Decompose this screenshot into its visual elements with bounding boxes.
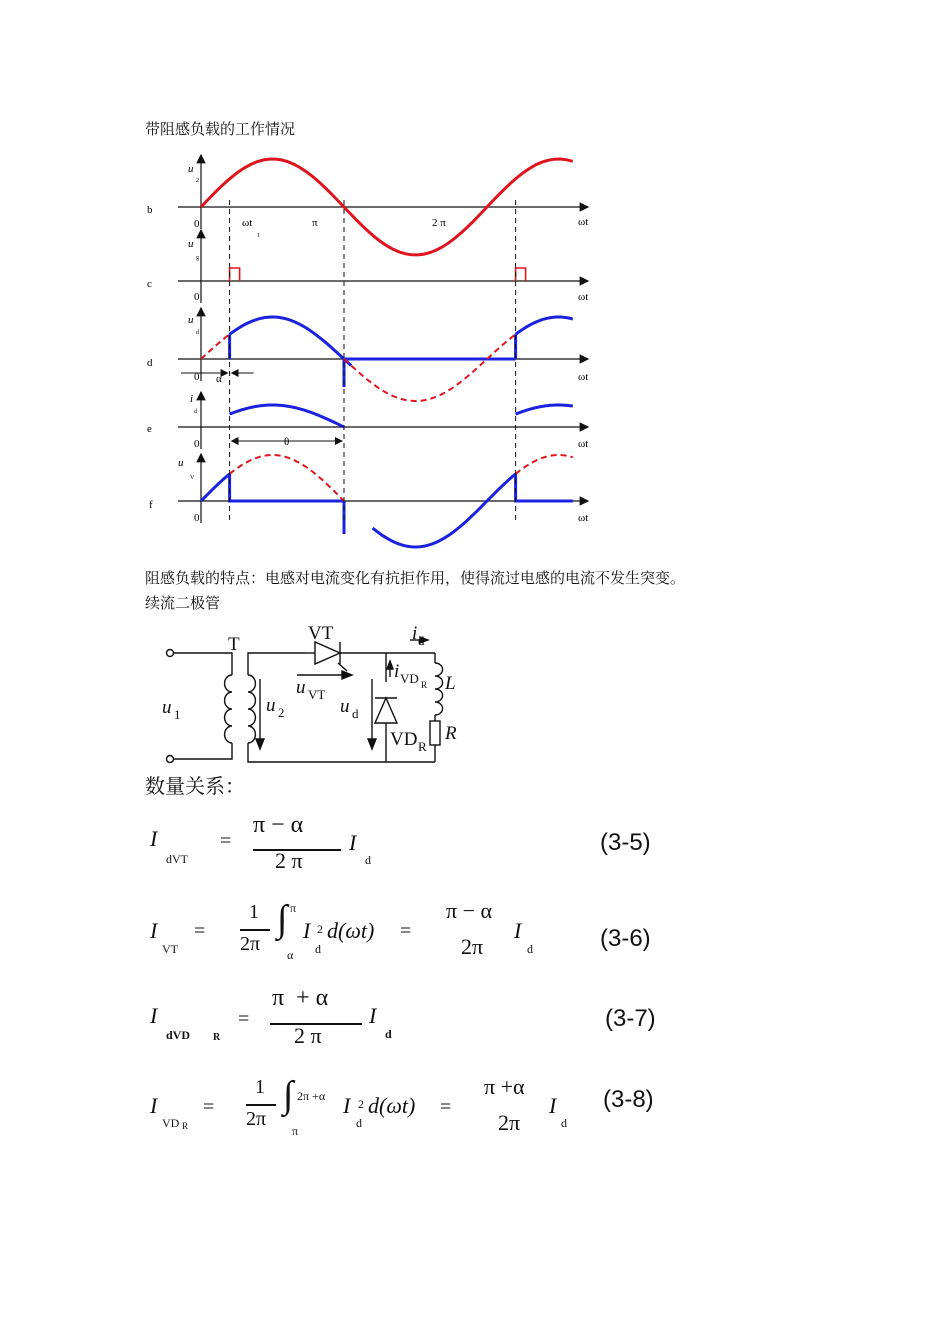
inductor-L (435, 663, 443, 715)
eq3-lhs-sub: dVD (166, 1028, 191, 1042)
uvt-label-sub: VT (308, 687, 326, 702)
secondary-winding (248, 675, 255, 743)
resistor-label: R (445, 723, 457, 744)
eq3-number: (3-7) (605, 1005, 656, 1032)
uv-flat-1 (230, 474, 344, 501)
eq2-coef-bar (240, 929, 270, 931)
eq4-int-lower: π (292, 1124, 299, 1138)
ud-dashed-mid (344, 334, 516, 401)
eq2-int-upper: π (290, 901, 297, 915)
eq4-lhs: I (150, 1093, 158, 1118)
ivdr-label-sub: VD (400, 671, 419, 686)
waveform-labels (147, 163, 588, 524)
x-label-b: ωt (578, 216, 589, 228)
eq1-equals: = (220, 830, 232, 852)
eq1-denominator: 2 π (275, 848, 303, 873)
eq2-coef-num: 1 (249, 901, 259, 923)
eq3-factor-sub: d (385, 1027, 392, 1041)
uv-dashed-1 (230, 455, 344, 501)
eq4-integrand: I (343, 1093, 351, 1118)
eq2-equals: = (194, 920, 206, 942)
eq4-coef-den: 2π (246, 1108, 267, 1130)
primary-winding (225, 675, 232, 743)
eq2-int-lower: α (287, 948, 294, 962)
eq4-number: (3-8) (603, 1086, 654, 1113)
origin-b: 0 (194, 218, 200, 230)
eq4-equals: = (203, 1096, 215, 1118)
eq3-equals: = (238, 1008, 250, 1030)
ud-conduct-1 (230, 317, 352, 366)
y-label-ug: u (188, 238, 194, 250)
ud-label-sub: d (352, 706, 359, 721)
alpha-label: α (216, 373, 222, 385)
row-label-d: d (147, 357, 153, 369)
eq2-coef-den: 2π (240, 933, 261, 955)
wt1-label-sub: 1 (257, 233, 260, 239)
y-label-id: i (190, 393, 194, 405)
x-label-f: ωt (578, 512, 589, 524)
waveform-curves (181, 159, 573, 547)
transformer-label: T (228, 634, 240, 655)
two-pi-label: 2 π (432, 217, 446, 229)
row-label-c: c (147, 278, 152, 290)
eq4-equals-2: = (440, 1096, 452, 1118)
x-label-e: ωt (578, 438, 589, 450)
eq1-factor: I (349, 830, 357, 855)
eq4-factor-sub: d (561, 1116, 567, 1130)
eq4-coef-bar (246, 1104, 276, 1106)
theta-label: θ (284, 436, 290, 448)
eq1-number: (3-5) (600, 829, 651, 856)
origin-d: 0 (194, 371, 200, 383)
y-label-uv-sub: V (190, 475, 195, 481)
ud-conduct-2 (516, 317, 573, 334)
eq2-denominator: 2π (461, 934, 484, 959)
origin-e: 0 (194, 438, 200, 450)
y-label-ud: u (188, 314, 194, 326)
id-pulse-1 (230, 405, 344, 427)
u2-label: u (266, 695, 276, 716)
ud-freewheel (344, 359, 516, 387)
eq2-number: (3-6) (600, 925, 651, 952)
eq2-factor: I (514, 918, 522, 943)
ud-dashed-start (201, 334, 230, 359)
uv-flat-2 (516, 474, 573, 501)
origin-c: 0 (194, 291, 200, 303)
eq1-lhs: I (150, 826, 158, 851)
eq4-numerator: π +α (484, 1074, 525, 1099)
ivdr-label-subsub: R (421, 680, 428, 690)
vdr-label: VD (390, 729, 418, 750)
eq4-integral-sign: ∫ (283, 1074, 294, 1116)
eq2-numerator: π − α (446, 898, 493, 923)
eq2-integrand-sub: d (315, 942, 321, 956)
freewheeling-diode-body (375, 698, 397, 723)
thyristor-label: VT (308, 623, 334, 644)
eq4-integrand-sub: d (356, 1116, 362, 1130)
feature-text: 阻感负载的特点：电感对电流变化有抗拒作用，使得流过电感的电流不发生突变。 (145, 569, 686, 587)
eq2-factor-sub: d (527, 942, 533, 956)
eq4-int-upper: 2π +α (297, 1089, 326, 1103)
eq3-numerator: π + α (272, 985, 329, 1011)
eq3-lhs: I (150, 1003, 158, 1028)
gate-pulse-0 (230, 268, 240, 281)
origin-f: 0 (194, 512, 200, 524)
quantity-title: 数量关系： (145, 774, 245, 798)
eq2-power: 2 (317, 922, 323, 936)
id-label: i (412, 623, 418, 644)
eq4-power: 2 (358, 1097, 364, 1111)
eq2-lhs-sub: VT (162, 942, 178, 956)
uv-rise (201, 474, 230, 501)
u2-label-sub: 2 (278, 705, 285, 720)
resistor-R (430, 721, 440, 745)
thyristor-gate (338, 663, 347, 671)
id-pulse-2 (516, 405, 573, 414)
waveform-axes (178, 155, 588, 523)
input-terminal-bottom (167, 756, 174, 763)
eq3-lhs-subsub: R (213, 1032, 221, 1043)
eq1-lhs-sub: dVT (166, 852, 188, 866)
eq1-numerator: π − α (253, 812, 304, 838)
eq4-factor: I (549, 1093, 557, 1118)
x-label-c: ωt (578, 291, 589, 303)
freewheeling-diode-circuit (150, 615, 480, 775)
y-label-ug-sub: g (196, 255, 199, 261)
y-label-uv: u (178, 457, 184, 469)
eq2-differential: d(ωt) (327, 918, 375, 943)
diode-title: 续流二极管 (145, 594, 221, 612)
eq3-factor: I (369, 1003, 377, 1028)
row-label-b: b (147, 204, 153, 216)
eq3-denominator: 2 π (294, 1023, 322, 1048)
u1-label-sub: 1 (174, 707, 181, 722)
ivdr-label: i (394, 661, 400, 682)
y-label-u2: u (188, 163, 194, 175)
gate-pulse-1 (516, 268, 526, 281)
eq4-lhs-subsub: R (182, 1121, 189, 1131)
eq4-lhs-sub: VD (162, 1116, 180, 1130)
vdr-label-sub: R (418, 739, 427, 754)
eq2-integrand: I (303, 918, 311, 943)
eq4-coef-num: 1 (255, 1076, 265, 1098)
row-label-e: e (147, 423, 152, 435)
y-label-u2-sub: 2 (196, 178, 199, 184)
eq2-lhs: I (150, 918, 158, 943)
x-label-d: ωt (578, 371, 589, 383)
eq4-differential: d(ωt) (368, 1093, 416, 1118)
pi-label: π (312, 217, 318, 229)
section-heading: 带阻感负载的工作情况 (145, 120, 296, 138)
u1-label: u (162, 697, 172, 718)
row-label-f: f (149, 499, 153, 511)
ud-label: u (340, 696, 350, 717)
eq4-denominator: 2π (498, 1110, 521, 1135)
uv-dashed-2 (516, 455, 573, 474)
uvt-label: u (296, 677, 306, 698)
waveform-figure (0, 0, 950, 560)
eq1-factor-sub: d (365, 853, 371, 867)
id-label-sub: d (418, 633, 425, 648)
uv-negative (373, 474, 516, 547)
y-label-ud-sub: d (196, 330, 199, 336)
thyristor-body (315, 642, 340, 664)
input-terminal-top (167, 650, 174, 657)
eq2-equals-2: = (400, 920, 412, 942)
eq2-integral-sign: ∫ (277, 898, 288, 940)
y-label-id-sub: d (194, 409, 197, 415)
inductor-label: L (445, 673, 456, 694)
wt1-label: ωt (242, 217, 253, 229)
